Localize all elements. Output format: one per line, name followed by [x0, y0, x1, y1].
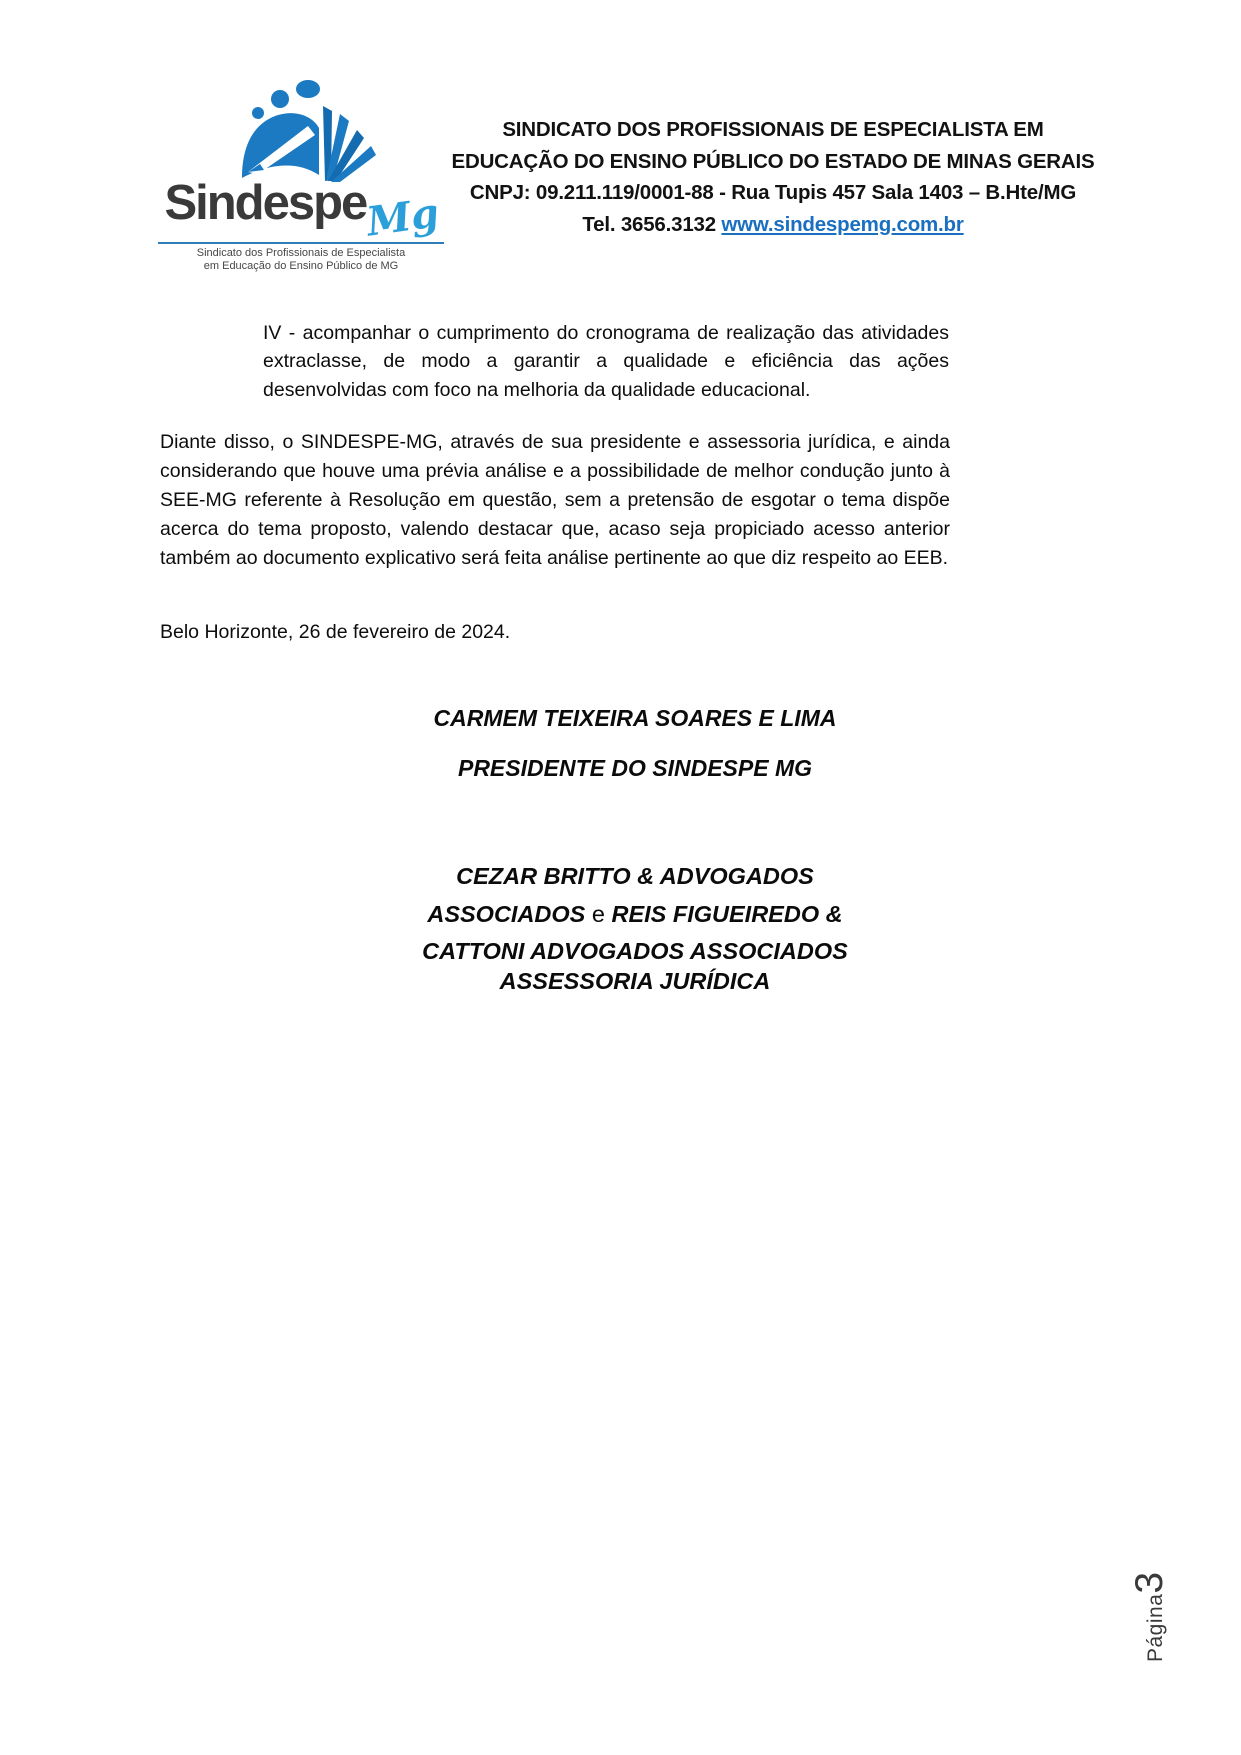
logo-tagline	[158, 247, 444, 273]
date-line: Belo Horizonte, 26 de fevereiro de 2024.	[160, 620, 511, 643]
org-name-line2: EDUCAÇÃO DO ENSINO PÚBLICO DO ESTADO DE MINAS GERAIS	[451, 149, 1095, 173]
page-number-label: Página	[1144, 1593, 1167, 1662]
page-number-value: 3	[1128, 1571, 1171, 1594]
law-firm-signature-block	[160, 858, 1110, 971]
logo-wordmark-suffix: Mg	[363, 189, 443, 246]
org-header	[437, 114, 1109, 240]
law-firm-line2-part2: REIS FIGUEIREDO &	[611, 900, 843, 927]
law-firm-line3: CATTONI ADVOGADOS ASSOCIADOS	[422, 938, 848, 964]
org-contact-line	[437, 209, 1109, 241]
org-name-line1: SINDICATO DOS PROFISSIONAIS DE ESPECIALISTA EM	[502, 118, 1044, 141]
logo-tagline-line1: Sindicato dos Profissionais de Especialista	[196, 247, 406, 259]
org-phone: Tel. 3656.3132	[582, 212, 716, 236]
clause-iv-paragraph: IV - acompanhar o cumprimento do cronograma de realização das atividades extraclasse, de modo a garantir a qualidade e eficiência das ações desenvolvidas com foco na melhoria da qualidade educacional.	[263, 321, 949, 401]
sindespe-logo	[158, 80, 444, 273]
law-firm-line2-part1: ASSOCIADOS	[427, 900, 586, 927]
logo-wordmark-text: Sindespe	[164, 176, 367, 230]
sindespe-logo-icon	[212, 80, 390, 184]
org-cnpj-address: CNPJ: 09.211.119/0001-88 - Rua Tupis 457 Sala 1403 – B.Hte/MG	[469, 181, 1077, 204]
logo-wordmark	[158, 176, 444, 246]
law-firm-line2	[160, 896, 1110, 934]
page-number	[1128, 1492, 1174, 1662]
main-paragraph: Diante disso, o SINDESPE-MG, através de sua presidente e assessoria jurídica, e ainda considerando que houve uma prévia análise e a possibilidade de melhor condução junto à SEE-MG referente à Resolução em questão, sem a pretensão de esgotar o tema dispõe acerca do tema proposto, valendo destacar que, acaso seja propiciado acesso anterior também ao documento explicativo será feita análise pertinente ao que diz respeito ao EEB.	[160, 430, 950, 569]
president-name: CARMEM TEIXEIRA SOARES E LIMA	[433, 705, 837, 731]
law-firm-line2-connector: e	[591, 900, 605, 927]
law-firm-line1: CEZAR BRITTO & ADVOGADOS	[456, 863, 814, 889]
org-website-link[interactable]: www.sindespemg.com.br	[721, 212, 964, 236]
logo-tagline-line2: em Educação do Ensino Público de MG	[203, 260, 399, 272]
president-title: PRESIDENTE DO SINDESPE MG	[457, 755, 812, 781]
president-signature-block	[160, 705, 1110, 782]
legal-advisory-label: ASSESSORIA JURÍDICA	[499, 968, 771, 994]
